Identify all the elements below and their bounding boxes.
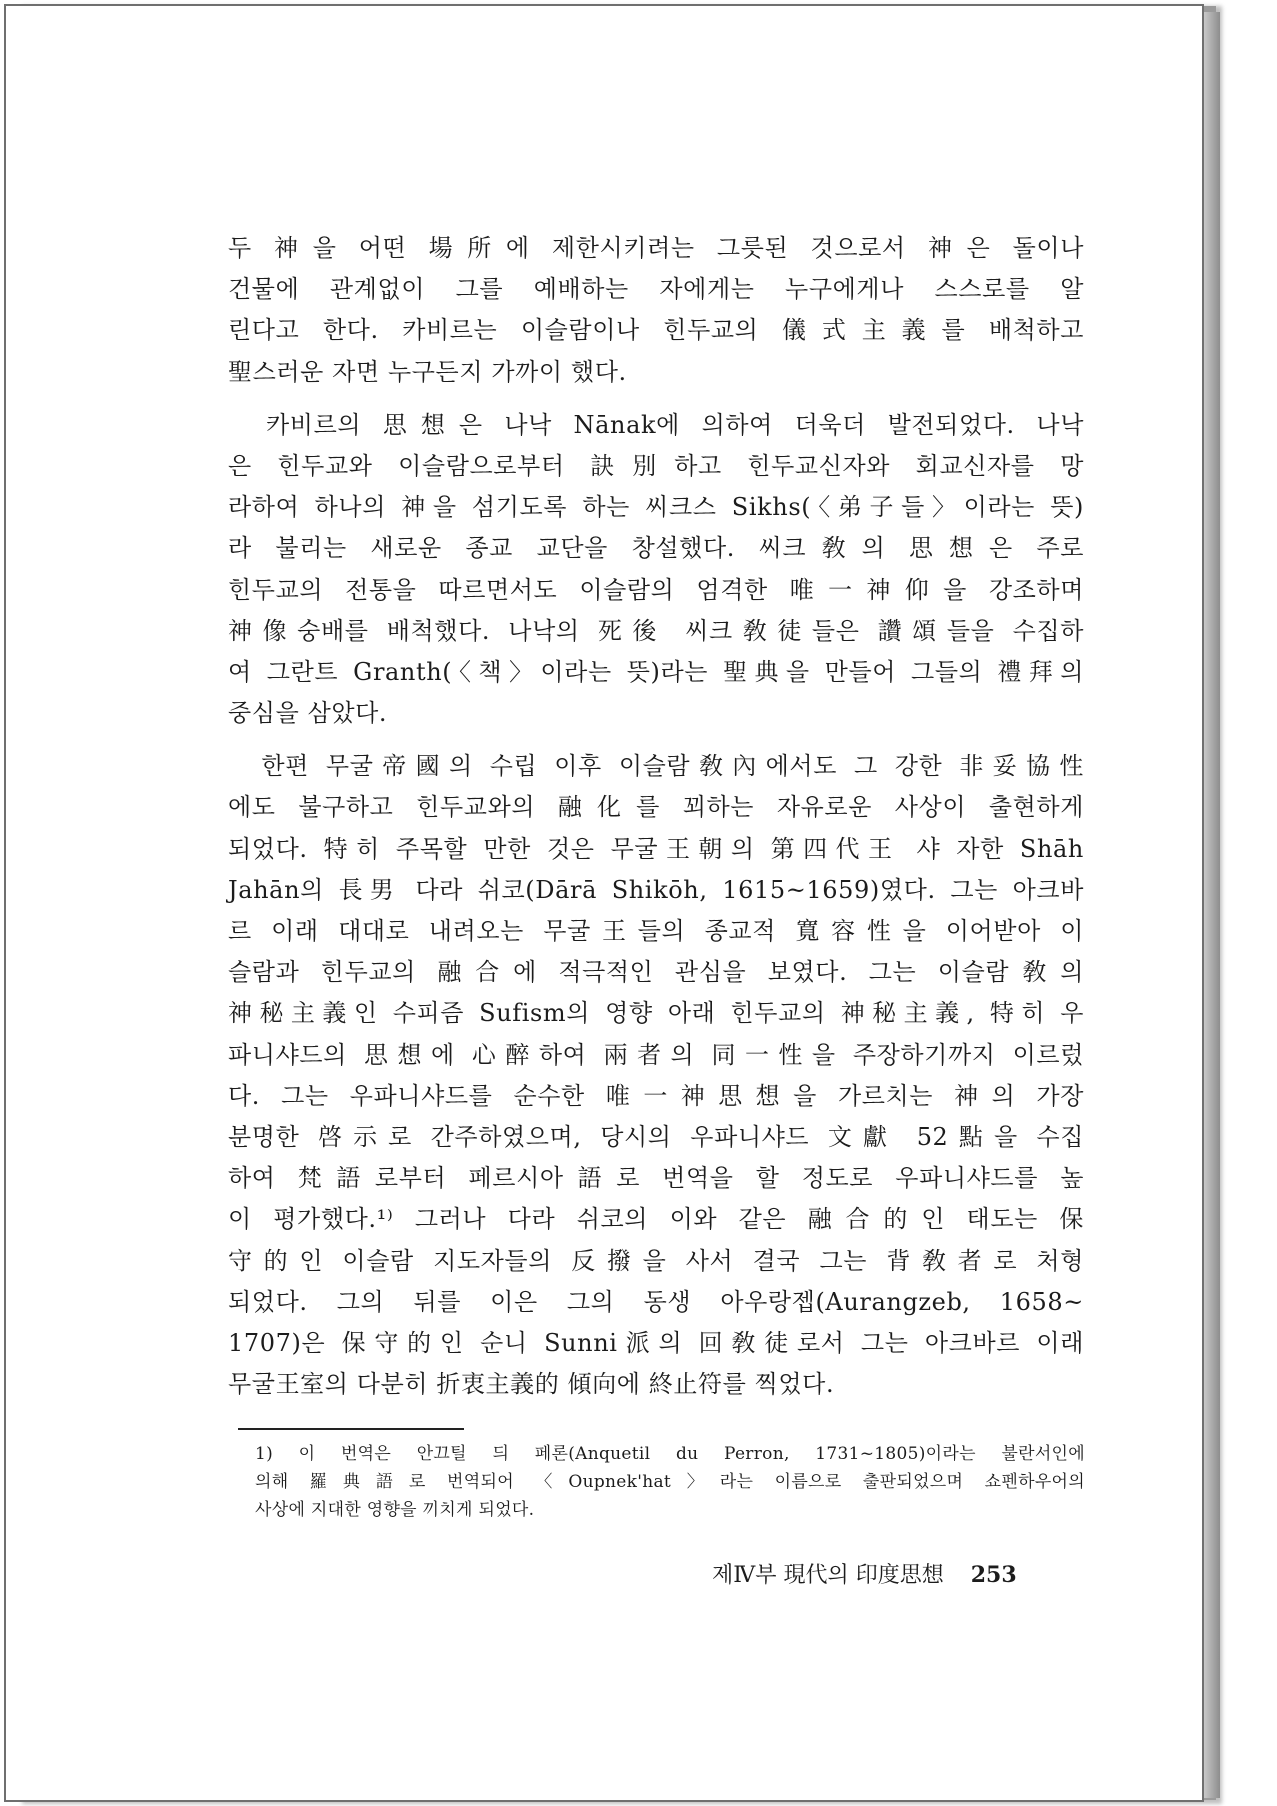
text-line: 은 힌두교와 이슬람으로부터 訣別하고 힌두교신자와 회교신자를 망 [228,451,1084,480]
page-footer [712,1558,1072,1589]
footnote-line: 사상에 지대한 영향을 끼치게 되었다. [255,1500,535,1520]
footnote [255,1440,1085,1524]
text-line: 聖스러운 자면 누구든지 가까이 했다. [228,357,627,386]
text-line: 이 평가했다.¹⁾ 그러나 다라 쉬코의 이와 같은 融合的인 태도는 保 [228,1205,1084,1234]
text-line: 무굴王室의 다분히 折衷主義的 傾向에 終止符를 찍었다. [228,1370,835,1399]
text-line: 한편 무굴帝國의 수립 이후 이슬람敎內에서도 그 강한 非妥協性 [228,752,1084,781]
text-line: 神秘主義인 수피즘 Sufism의 영향 아래 힌두교의 神秘主義, 特히 우 [228,999,1084,1028]
text-line: 1707)은 保守的인 순니 Sunni派의 回敎徒로서 그는 아크바르 이래 [228,1328,1084,1357]
running-section-title: 제Ⅳ부 現代의 印度思想 [712,1563,944,1588]
text-line: 여 그란트 Granth(〈책〉이라는 뜻)라는 聖典을 만들어 그들의 禮拜의 [228,657,1084,686]
footnote-line: 의해 羅典語로 번역되어 〈Oupnek'hat〉라는 이름으로 출판되었으며 쇼펜하우어의 [255,1472,1085,1492]
text-line: 건물에 관계없이 그를 예배하는 자에게는 누구에게나 스스로를 알 [228,275,1084,304]
text-line: 힌두교의 전통을 따르면서도 이슬람의 엄격한 唯一神仰을 강조하며 [228,575,1084,604]
text-line: 르 이래 대대로 내려오는 무굴王들의 종교적 寬容性을 이어받아 이 [228,917,1084,945]
text-line: 카비르의 思想은 나낙 Nānak에 의하여 더욱더 발전되었다. 나낙 [228,410,1084,439]
text-line: 에도 불구하고 힌두교와의 融化를 꾀하는 자유로운 사상이 출현하게 [228,793,1084,822]
footnote-line: 1) 이 번역은 안끄틸 듸 페론(Anquetil du Perron, 1731~1805)이라는 불란서인에 [255,1444,1085,1464]
text-line: 다. 그는 우파니샤드를 순수한 唯一神思想을 가르치는 神의 가장 [228,1081,1084,1110]
text-line: 분명한 啓示로 간주하였으며, 당시의 우파니샤드 文獻 52點을 수집 [228,1122,1084,1151]
text-line: 되었다. 特히 주목할 만한 것은 무굴王朝의 第四代王 샤 자한 Shāh [228,834,1084,863]
page-number: 253 [970,1562,1017,1588]
text-line: 파니샤드의 思想에 心醉하여 兩者의 同一性을 주장하기까지 이르렀 [228,1040,1084,1069]
text-line: 린다고 한다. 카비르는 이슬람이나 힌두교의 儀式主義를 배척하고 [228,316,1084,345]
text-line: 라하여 하나의 神을 섬기도록 하는 씨크스 Sikhs(〈弟子들〉이라는 뜻) [228,493,1084,522]
body-text [228,228,1084,1417]
text-line: 슬람과 힌두교의 融合에 적극적인 관심을 보였다. 그는 이슬람敎의 [228,958,1084,987]
text-line: 라 불리는 새로운 종교 교단을 창설했다. 씨크敎의 思想은 주로 [228,534,1084,563]
text-line: 되었다. 그의 뒤를 이은 그의 동생 아우랑젭(Aurangzeb, 1658~ [228,1287,1084,1316]
footnote-divider [238,1428,464,1430]
page-edge [1204,12,1220,1798]
text-line: 守的인 이슬람 지도자들의 反撥을 사서 결국 그는 背敎者로 처형 [228,1246,1084,1275]
text-line: 하여 梵語로부터 페르시아語로 번역을 할 정도로 우파니샤드를 높 [228,1164,1084,1193]
text-line: Jahān의 長男 다라 쉬코(Dārā Shikōh, 1615~1659)였다. 그는 아크바 [228,875,1084,904]
text-line: 神像숭배를 배척했다. 나낙의 死後 씨크敎徒들은 讚頌들을 수집하 [228,616,1084,645]
text-line: 중심을 삼았다. [228,699,388,728]
paragraph-3 [228,746,1084,1405]
paragraph-1 [228,228,1084,393]
paragraph-2 [228,405,1084,735]
text-line: 두 神을 어떤 場所에 제한시키려는 그릇된 것으로서 神은 돌이나 [228,234,1084,262]
